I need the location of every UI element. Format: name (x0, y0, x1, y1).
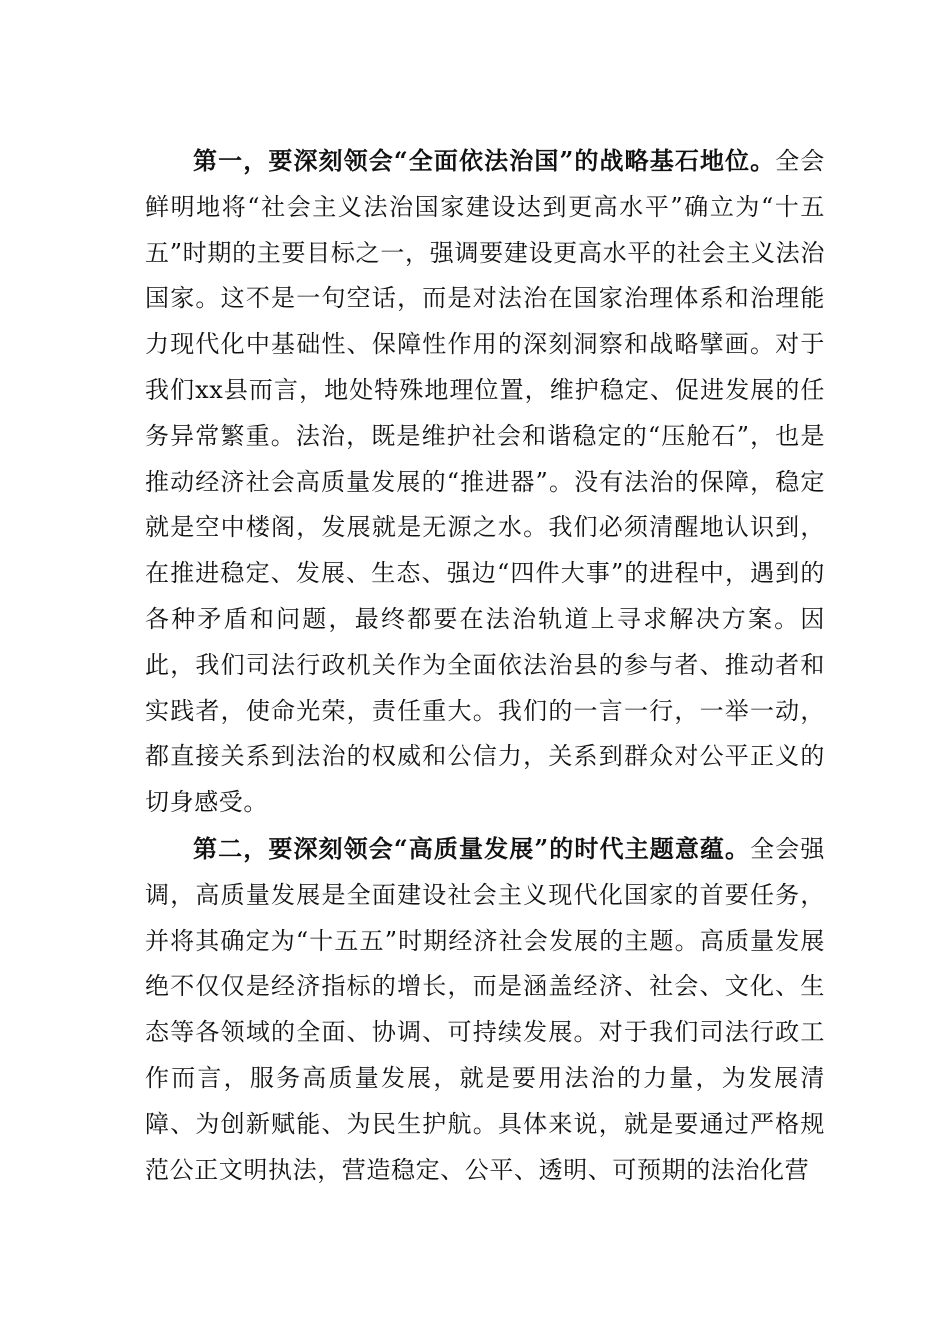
paragraph-body: 全会鲜明地将“社会主义法治国家建设达到更高水平”确立为“十五五”时期的主要目标之一，强调要建设更高水平的社会主义法治国家。这不是一句空话，而是对法治在国家治理体系和治理能力现代化中基础性、保障性作用的深刻洞察和战略擘画。对于我们xx县而言，地处特殊地理位置，维护稳定、促进发展的任务异常繁重。法治，既是维护社会和谐稳定的“压舱石”，也是推动经济社会高质量发展的“推进器”。没有法治的保障，稳定就是空中楼阁，发展就是无源之水。我们必须清醒地认识到，在推进稳定、发展、生态、强边“四件大事”的进程中，遇到的各种矛盾和问题，最终都要在法治轨道上寻求解决方案。因此，我们司法行政机关作为全面依法治县的参与者、推动者和实践者，使命光荣，责任重大。我们的一言一行，一举一动，都直接关系到法治的权威和公信力，关系到群众对公平正义的切身感受。 (145, 147, 825, 817)
paragraph-body: 全会强调，高质量发展是全面建设社会主义现代化国家的首要任务，并将其确定为“十五五”时期经济社会发展的主题。高质量发展绝不仅仅是经济指标的增长，而是涵盖经济、社会、文化、生态等各领域的全面、协调、可持续发展。对于我们司法行政工作而言，服务高质量发展，就是要用法治的力量，为发展清障、为创新赋能、为民生护航。具体来说，就是要通过严格规范公正文明执法，营造稳定、公平、透明、可预期的法治化营 (145, 834, 825, 1184)
paragraph-strategic-foundation (145, 138, 825, 826)
paragraph-high-quality-development (145, 826, 825, 1193)
paragraph-lead: 第一，要深刻领会“全面依法治国”的战略基石地位。 (193, 146, 776, 175)
document-body (145, 138, 825, 1193)
paragraph-lead: 第二，要深刻领会“高质量发展”的时代主题意蕴。 (193, 833, 751, 863)
